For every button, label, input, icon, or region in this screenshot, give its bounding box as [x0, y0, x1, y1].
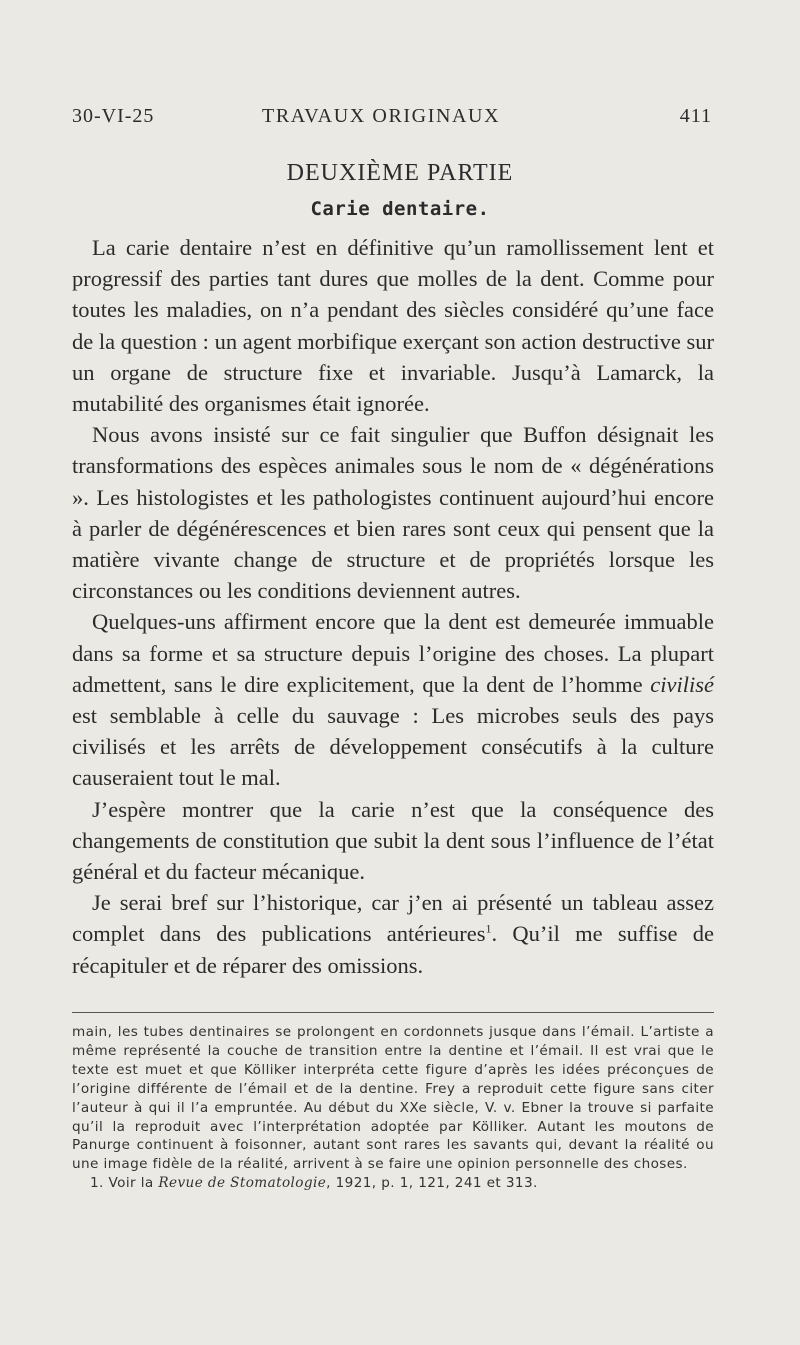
paragraph-3-text-start: Quelques-uns affirment encore que la dent est demeurée immuable dans sa forme et sa structure depuis l’origine des choses. La plupart admettent, sans le dire explicitement, que la dent de l’homme [72, 609, 714, 697]
footnote-1 [72, 1174, 714, 1193]
header-date: 30-VI-25 [72, 105, 155, 127]
paragraph-2: Nous avons insisté sur ce fait singulier que Buffon désignait les transformations des espèces animales sous le nom de « dégénérations ». Les histologistes et les pathologistes continuent aujourd’hui encore à parler de dégénérescences et bien rares sont ceux qui pensent que la matière vivante change de structure et de propriétés lorsque les circonstances ou les conditions deviennent autres. [72, 422, 714, 604]
paragraph-4: J’espère montrer que la carie n’est que la conséquence des changements de constitution que subit la dent sous l’influence de l’état général et du facteur mécanique. [72, 796, 714, 885]
paragraph-3 [72, 606, 714, 793]
running-header [72, 105, 712, 135]
paragraph-5 [72, 887, 714, 981]
paragraph-3-text-end: est semblable à celle du sauvage : Les microbes seuls des pays civilisés et les arrêts de développement consécutifs à la culture causeraient tout le mal. [72, 703, 714, 791]
section-title: DEUXIÈME PARTIE [286, 160, 514, 186]
paragraph-5-text-start: Je serai bref sur l’historique, car j’en ai présenté un tableau assez complet dans des publications antérieures [72, 890, 714, 947]
footnote-divider [72, 1012, 714, 1013]
footnote-1-text-end: , 1921, p. 1, 121, 241 et 313. [326, 1175, 538, 1192]
paragraph-1: La carie dentaire n’est en définitive qu’un ramollissement lent et progressif des parties tant dures que molles de la dent. Comme pour toutes les maladies, on n’a pendant des siècles considéré qu’une face de la question : un agent morbifique exerçant son action destructive sur un organe de structure fixe et invariable. Jusqu’à Lamarck, la mutabilité des organismes était ignorée. [72, 235, 714, 417]
paragraph-3-emphasis: civilisé [650, 671, 714, 697]
header-journal-section: TRAVAUX ORIGINAUX [262, 105, 501, 127]
footnote-continuation: main, les tubes dentinaires se prolongent en cordonnets jusque dans l’émail. L’artiste a même représenté la couche de transition entre la dentine et l’émail. Il est vrai que le texte est muet et que Kölliker interpréta cette figure d’après les idées préconçues de l’origine différente de l’émail et de la dentine. Frey a reproduit cette figure sans citer l’auteur à qui il l’a empruntée. Au début du XXe siècle, V. v. Ebner la trouve si parfaite qu’il la reproduit avec l’interprétation adoptée par Kölliker. Autant les moutons de Panurge continuent à foisonner, autant sont rares les savants qui, devant la réalité ou une image fidèle de la réalité, arrivent à se faire une opinion personnelle des choses. [72, 1024, 714, 1173]
footnote-1-journal-title: Revue de Stomatologie [158, 1175, 327, 1192]
paragraph-5-text-end: . Qu’il me suffise de récapituler et de réparer des omissions. [72, 921, 714, 978]
subsection-title: Carie dentaire. [310, 198, 490, 220]
footnote-marker-1: 1 [485, 921, 492, 936]
page-number: 411 [679, 105, 712, 127]
footnotes [72, 1023, 714, 1193]
footnote-1-text-start: 1. Voir la [90, 1175, 159, 1192]
body-text [72, 232, 714, 981]
